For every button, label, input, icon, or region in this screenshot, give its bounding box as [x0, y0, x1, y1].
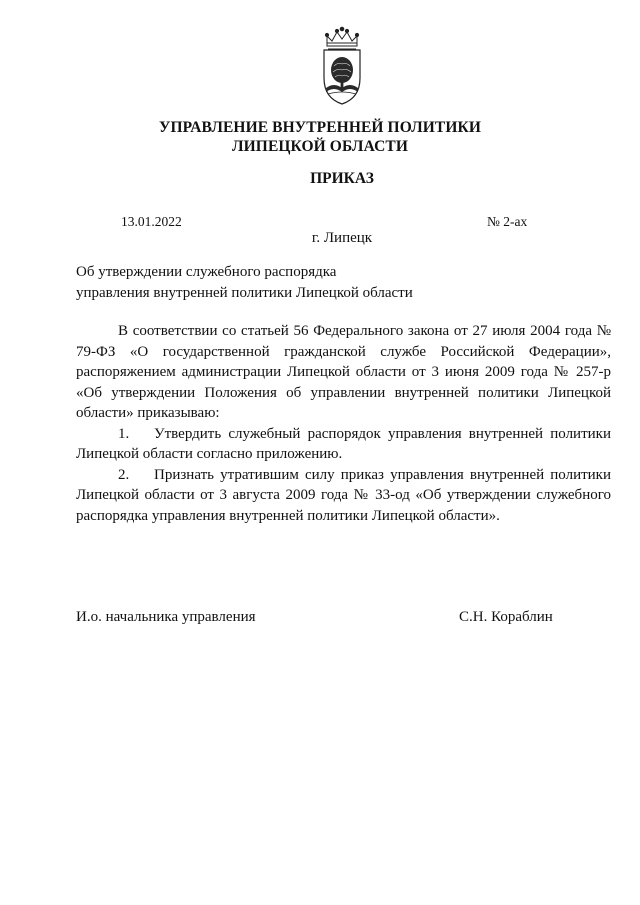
order-item-2	[76, 465, 611, 527]
order-item-text: Признать утратившим силу приказ управления внутренней политики Липецкой области от 3 августа 2009 года № 33-од «Об утверждении служебного распорядка управления внутренней политики Липецкой области».	[76, 466, 611, 524]
org-line-1: УПРАВЛЕНИЕ ВНУТРЕННЕЙ ПОЛИТИКИ	[158, 119, 481, 136]
order-item-number: 1.	[118, 425, 130, 442]
document-body	[76, 321, 611, 526]
signatory-name: С.Н. Кораблин	[459, 609, 553, 625]
order-item-1	[76, 424, 611, 465]
order-item-text: Утвердить служебный распорядок управления внутренней политики Липецкой области согласно приложению.	[76, 425, 611, 462]
document-number: № 2-ах	[487, 214, 528, 229]
document-date: 13.01.2022	[121, 214, 182, 229]
preamble-paragraph: В соответствии со статьей 56 Федерального закона от 27 июля 2004 года № 79-ФЗ «О государственной гражданской службе Российской Федерации», распоряжением администрации Липецкой области от 3 июня 2009 года № 257-р «Об утверждении Положения об управлении внутренней политики Липецкой области» приказываю:	[76, 323, 611, 421]
order-item-number: 2.	[118, 466, 130, 483]
subject-line-1: Об утверждении служебного распорядка	[76, 264, 337, 280]
document-subject	[76, 262, 413, 304]
document-type: ПРИКАЗ	[310, 170, 374, 187]
subject-line-2: управления внутренней политики Липецкой области	[76, 285, 413, 301]
org-line-2: ЛИПЕЦКОЙ ОБЛАСТИ	[232, 138, 408, 155]
document-city: г. Липецк	[311, 230, 373, 246]
coat-of-arms-icon	[318, 26, 366, 106]
organization-name	[0, 118, 640, 156]
signatory-title: И.о. начальника управления	[76, 609, 256, 625]
